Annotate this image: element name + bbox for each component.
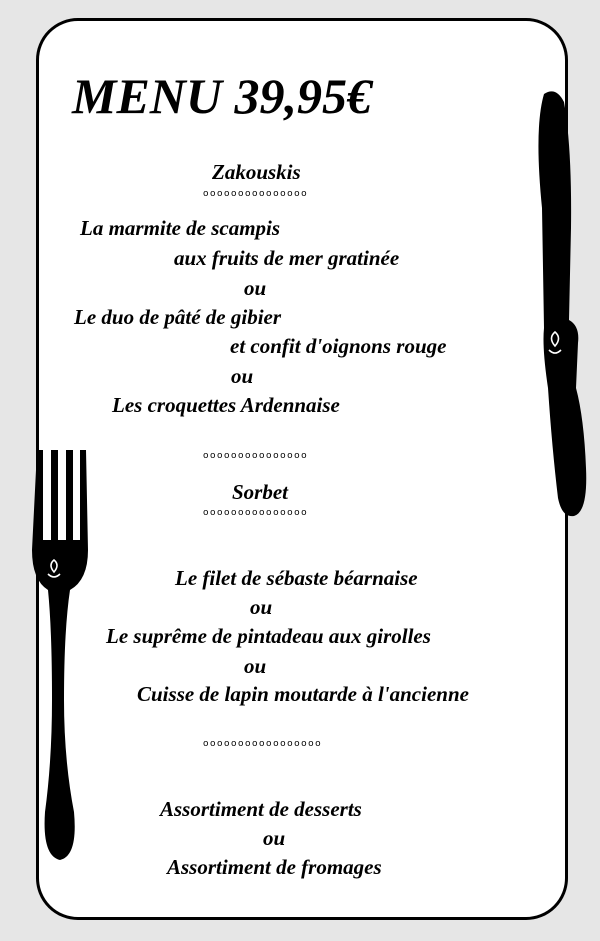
fork-icon [18, 440, 98, 865]
separator: ooooooooooooooo [203, 451, 309, 461]
dessert-1: Assortiment de desserts [160, 797, 362, 821]
starters-heading: Zakouskis [212, 160, 301, 184]
starter-1-line-1: La marmite de scampis [80, 216, 281, 240]
separator: ooooooooooooooooo [203, 739, 323, 749]
starter-2-line-1: Le duo de pâté de gibier [74, 305, 282, 329]
main-1: Le filet de sébaste béarnaise [175, 566, 418, 590]
or-text: ou [231, 364, 254, 388]
menu-card [36, 18, 568, 920]
or-text: ou [250, 595, 273, 619]
main-3: Cuisse de lapin moutarde à l'ancienne [137, 682, 469, 706]
sorbet-heading: Sorbet [232, 480, 289, 504]
main-2: Le suprême de pintadeau aux girolles [106, 624, 431, 648]
or-text: ou [244, 654, 267, 678]
starter-3: Les croquettes Ardennaise [112, 393, 340, 417]
separator: ooooooooooooooo [203, 189, 309, 199]
menu-title: MENU 39,95€ [72, 68, 373, 124]
starter-2-line-2: et confit d'oignons rouge [230, 334, 447, 358]
dessert-2: Assortiment de fromages [167, 855, 382, 879]
or-text: ou [263, 826, 286, 850]
starter-1-line-2: aux fruits de mer gratinée [174, 246, 400, 270]
separator: ooooooooooooooo [203, 508, 309, 518]
or-text: ou [244, 276, 267, 300]
knife-icon [522, 88, 592, 518]
